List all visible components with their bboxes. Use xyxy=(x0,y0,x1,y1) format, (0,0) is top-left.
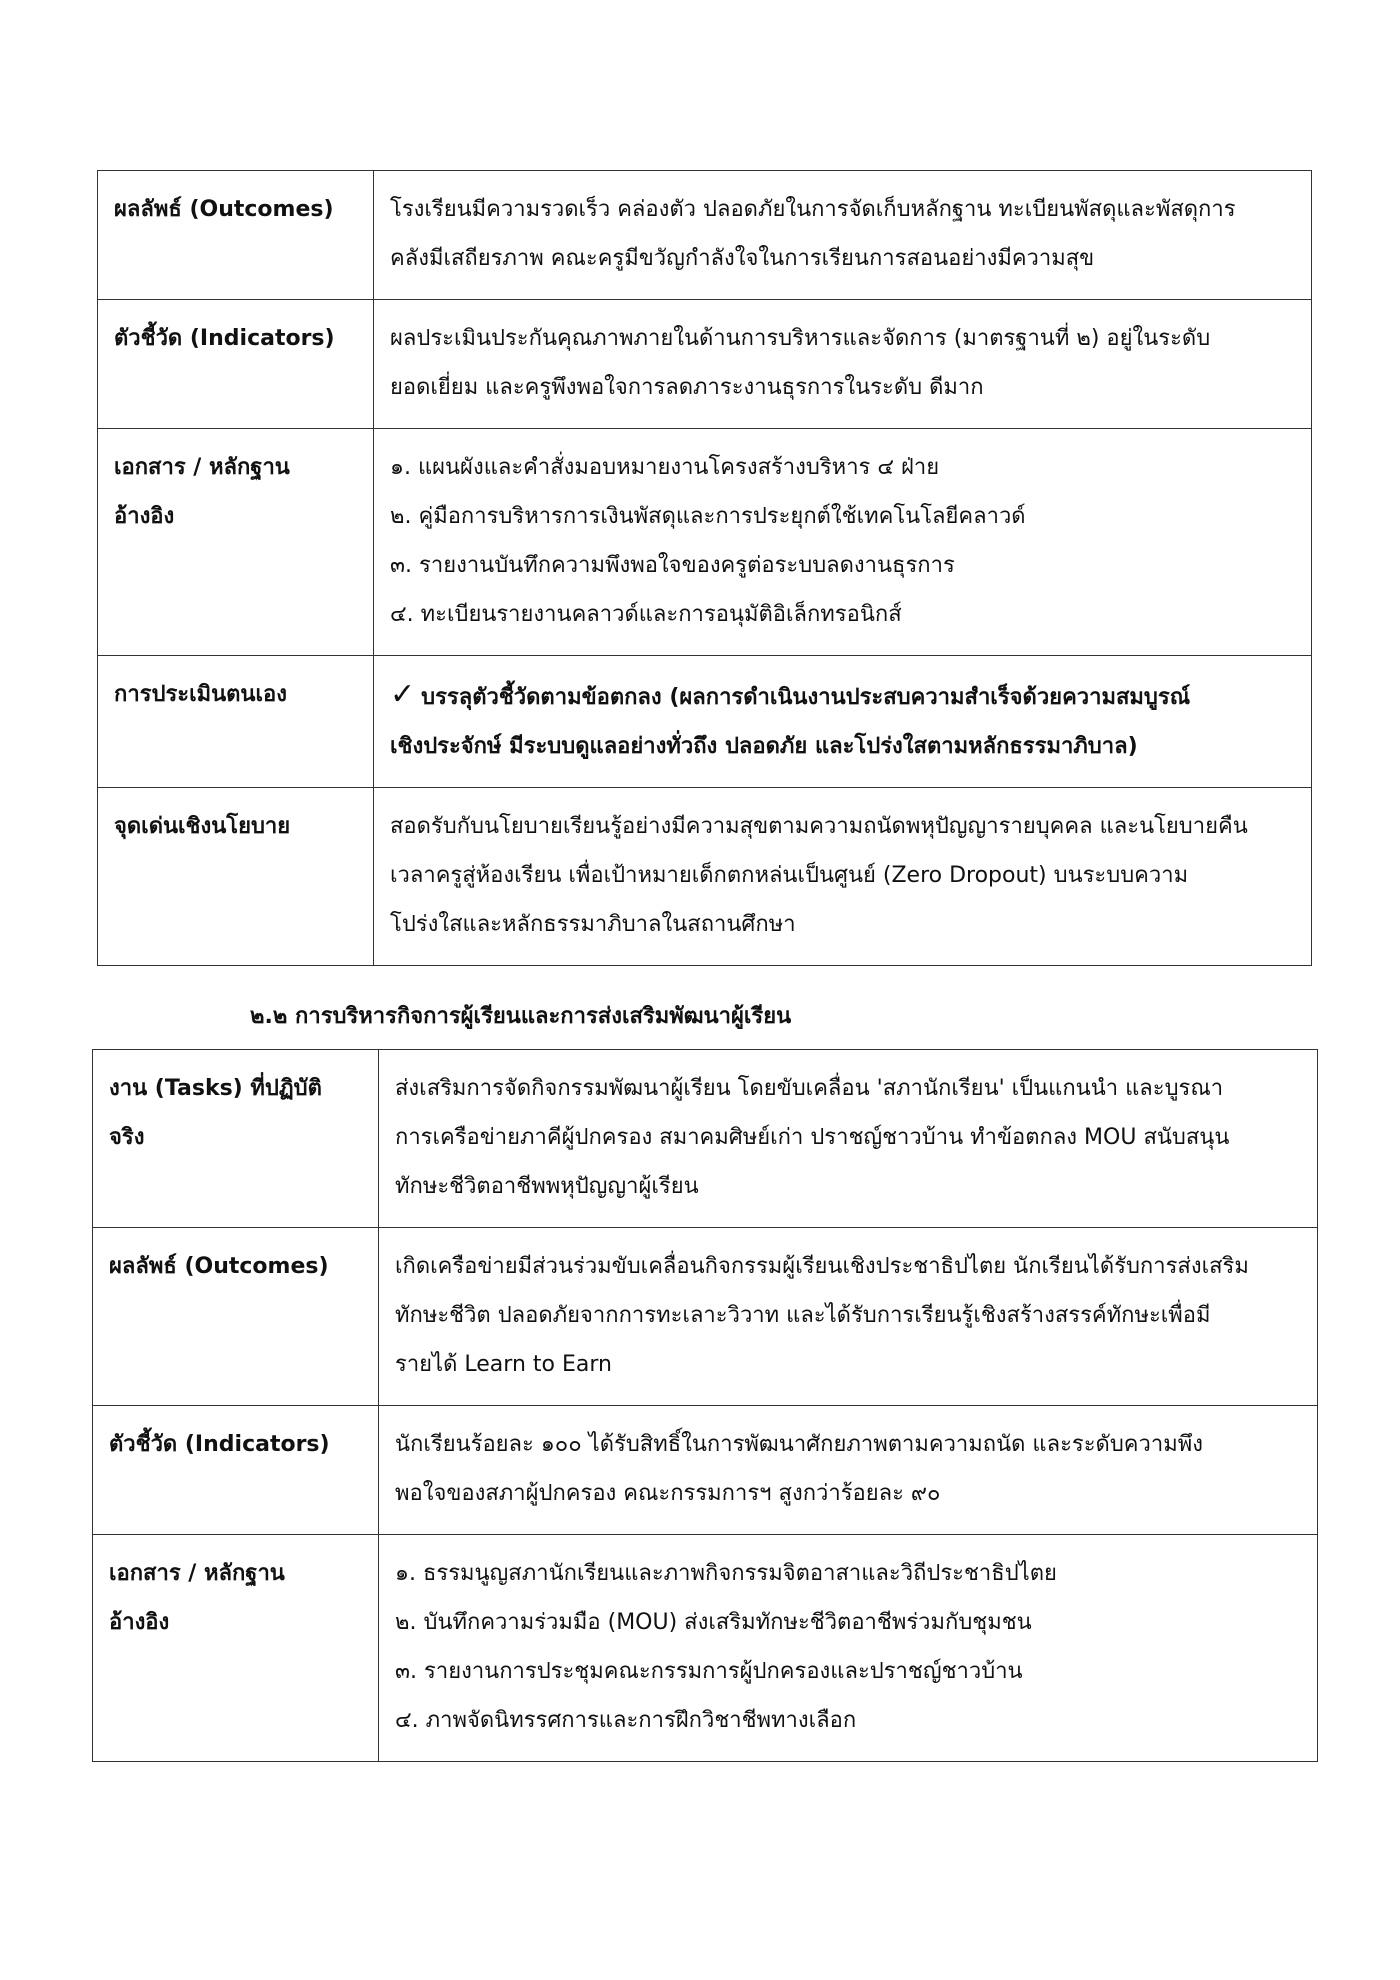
label-line: จุดเด่นเชิงนโยบาย xyxy=(114,814,291,839)
row-content xyxy=(374,429,1312,656)
reference-item: ๔. ทะเบียนรายงานคลาวด์และการอนุมัติอิเล็กทรอนิกส์ xyxy=(390,602,902,627)
label-line: เอกสาร / หลักฐาน xyxy=(114,455,290,480)
content-line: เวลาครูสู่ห้องเรียน เพื่อเป้าหมายเด็กตกหล่นเป็นศูนย์ (Zero Dropout) บนระบบความ xyxy=(390,863,1189,888)
reference-item: ๒. คู่มือการบริหารการเงินพัสดุและการประยุกต์ใช้เทคโนโลยีคลาวด์ xyxy=(390,504,1026,529)
label-line: งาน (Tasks) ที่ปฏิบัติ xyxy=(109,1076,322,1101)
content-line: นักเรียนร้อยละ ๑๐๐ ได้รับสิทธิ์ในการพัฒนาศักยภาพตามความถนัด และระดับความพึง xyxy=(395,1432,1203,1457)
row-content xyxy=(379,1406,1318,1535)
table-row xyxy=(98,656,1312,788)
label-line: อ้างอิง xyxy=(109,1610,170,1635)
table-row xyxy=(93,1535,1318,1762)
row-label xyxy=(98,300,374,429)
label-line: ผลลัพธ์ (Outcomes) xyxy=(109,1254,329,1279)
content-line: ส่งเสริมการจัดกิจกรรมพัฒนาผู้เรียน โดยขับเคลื่อน 'สภานักเรียน' เป็นแกนนำ และบูรณา xyxy=(395,1076,1224,1101)
content-line: คลังมีเสถียรภาพ คณะครูมีขวัญกำลังใจในการเรียนการสอนอย่างมีความสุข xyxy=(390,246,1095,271)
content-line: ผลประเมินประกันคุณภาพภายในด้านการบริหารและจัดการ (มาตรฐานที่ ๒) อยู่ในระดับ xyxy=(390,326,1211,351)
check-icon: ✓ xyxy=(390,677,416,712)
reference-item: ๓. รายงานบันทึกความพึงพอใจของครูต่อระบบลดงานธุรการ xyxy=(390,553,955,578)
content-line: เกิดเครือข่ายมีส่วนร่วมขับเคลื่อนกิจกรรมผู้เรียนเชิงประชาธิปไตย นักเรียนได้รับการส่งเสริม xyxy=(395,1254,1249,1279)
content-line: การเครือข่ายภาคีผู้ปกครอง สมาคมศิษย์เก่า ปราชญ์ชาวบ้าน ทำข้อตกลง MOU สนับสนุน xyxy=(395,1125,1230,1150)
table-row xyxy=(93,1050,1318,1228)
row-content xyxy=(374,788,1312,966)
table-row xyxy=(98,171,1312,300)
row-label xyxy=(93,1535,379,1762)
row-content xyxy=(374,300,1312,429)
content-line: ทักษะชีวิตอาชีพพหุปัญญาผู้เรียน xyxy=(395,1174,699,1199)
label-line: เอกสาร / หลักฐาน xyxy=(109,1561,285,1586)
reference-item: ๒. บันทึกความร่วมมือ (MOU) ส่งเสริมทักษะชีวิตอาชีพร่วมกับชุมชน xyxy=(395,1610,1032,1635)
table-row xyxy=(93,1228,1318,1406)
label-line: การประเมินตนเอง xyxy=(114,682,287,707)
reference-item: ๔. ภาพจัดนิทรรศการและการฝึกวิชาชีพทางเลือก xyxy=(395,1708,857,1733)
section-heading: ๒.๒ การบริหารกิจการผู้เรียนและการส่งเสริมพัฒนาผู้เรียน xyxy=(250,1004,792,1029)
row-label xyxy=(93,1228,379,1406)
row-content xyxy=(374,656,1312,788)
content-line: เชิงประจักษ์ มีระบบดูแลอย่างทั่วถึง ปลอดภัย และโปร่งใสตามหลักธรรมาภิบาล) xyxy=(390,734,1138,759)
content-line: โรงเรียนมีความรวดเร็ว คล่องตัว ปลอดภัยในการจัดเก็บหลักฐาน ทะเบียนพัสดุและพัสดุการ xyxy=(390,197,1236,222)
table-row xyxy=(98,788,1312,966)
reference-item: ๓. รายงานการประชุมคณะกรรมการผู้ปกครองและปราชญ์ชาวบ้าน xyxy=(395,1659,1023,1684)
row-label xyxy=(93,1406,379,1535)
content-line: รายได้ Learn to Earn xyxy=(395,1352,612,1377)
evaluation-table-2 xyxy=(92,1049,1318,1762)
label-line: ตัวชี้วัด (Indicators) xyxy=(109,1432,330,1457)
label-line: ตัวชี้วัด (Indicators) xyxy=(114,326,335,351)
reference-item: ๑. ธรรมนูญสภานักเรียนและภาพกิจกรรมจิตอาสาและวิถีประชาธิปไตย xyxy=(395,1561,1057,1586)
content-text: บรรลุตัวชี้วัดตามข้อตกลง (ผลการดำเนินงานประสบความสำเร็จด้วยความสมบูรณ์ xyxy=(421,685,1191,710)
table-row xyxy=(93,1406,1318,1535)
row-label xyxy=(98,656,374,788)
content-line: ยอดเยี่ยม และครูพึงพอใจการลดภาระงานธุรการในระดับ ดีมาก xyxy=(390,375,984,400)
self-assessment-line xyxy=(390,670,1295,722)
content-line: โปร่งใสและหลักธรรมาภิบาลในสถานศึกษา xyxy=(390,912,796,937)
row-content xyxy=(374,171,1312,300)
label-line: อ้างอิง xyxy=(114,504,175,529)
label-line: ผลลัพธ์ (Outcomes) xyxy=(114,197,334,222)
row-content xyxy=(379,1535,1318,1762)
row-label xyxy=(93,1050,379,1228)
row-label xyxy=(98,429,374,656)
row-content xyxy=(379,1050,1318,1228)
reference-item: ๑. แผนผังและคำสั่งมอบหมายงานโครงสร้างบริหาร ๔ ฝ่าย xyxy=(390,455,940,480)
table-row xyxy=(98,429,1312,656)
label-line: จริง xyxy=(109,1125,145,1150)
content-line: ทักษะชีวิต ปลอดภัยจากการทะเลาะวิวาท และได้รับการเรียนรู้เชิงสร้างสรรค์ทักษะเพื่อมี xyxy=(395,1303,1211,1328)
row-content xyxy=(379,1228,1318,1406)
row-label xyxy=(98,788,374,966)
content-line: พอใจของสภาผู้ปกครอง คณะกรรมการฯ สูงกว่าร้อยละ ๙๐ xyxy=(395,1481,941,1506)
content-line: สอดรับกับนโยบายเรียนรู้อย่างมีความสุขตามความถนัดพหุปัญญารายบุคคล และนโยบายคืน xyxy=(390,814,1248,839)
table-row xyxy=(98,300,1312,429)
evaluation-table-1 xyxy=(97,170,1312,966)
row-label xyxy=(98,171,374,300)
